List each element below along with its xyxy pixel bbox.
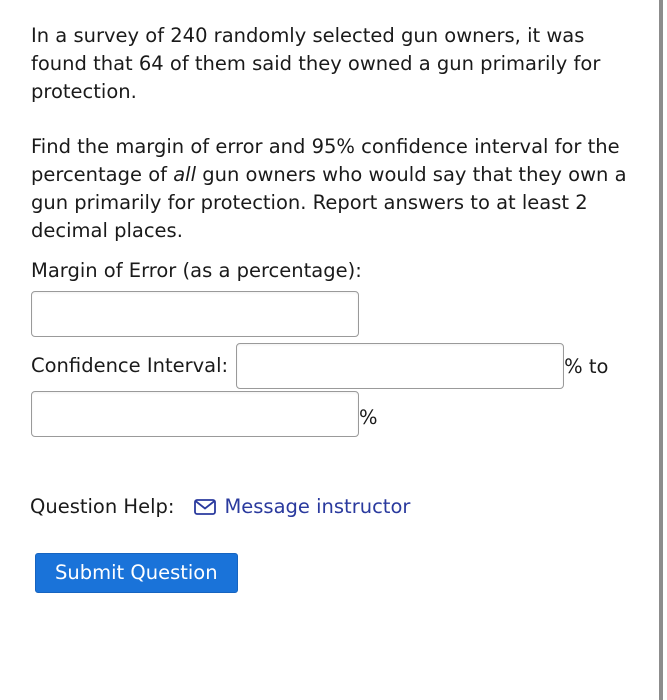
question-panel [31, 22, 631, 593]
ci-lower-suffix: % to [564, 354, 609, 378]
question-text-intro: In a survey of 240 randomly selected gun owners, it was found that 64 of them said they owned a gun primarily for protection. [31, 24, 601, 103]
task-text-end: gun owners who would say that they own a gun primarily for protection. Report answers to at least 2 decimal places. [31, 163, 627, 242]
margin-of-error-label: Margin of Error (as a percentage): [31, 259, 362, 282]
ci-upper-suffix: % [359, 406, 378, 429]
submit-question-button[interactable]: Submit Question [35, 553, 238, 593]
message-instructor-label: Message instructor [224, 495, 411, 518]
ci-upper-row [31, 391, 631, 441]
ci-upper-input[interactable] [31, 391, 359, 437]
task-text-start: Find the margin of error and 95% confidence interval for the percentage of [31, 135, 620, 186]
question-text-task [31, 133, 631, 245]
confidence-interval-label: Confidence Interval: [31, 354, 229, 377]
message-instructor-link[interactable] [194, 493, 410, 521]
question-help-label: Question Help: [30, 495, 175, 518]
task-text-emphasis: all [173, 163, 197, 186]
margin-of-error-input[interactable] [31, 291, 359, 337]
question-help-row [30, 493, 631, 521]
mail-icon [194, 499, 216, 515]
ci-lower-input[interactable] [236, 343, 564, 389]
confidence-interval-row [31, 341, 631, 391]
page-right-border [659, 0, 663, 700]
